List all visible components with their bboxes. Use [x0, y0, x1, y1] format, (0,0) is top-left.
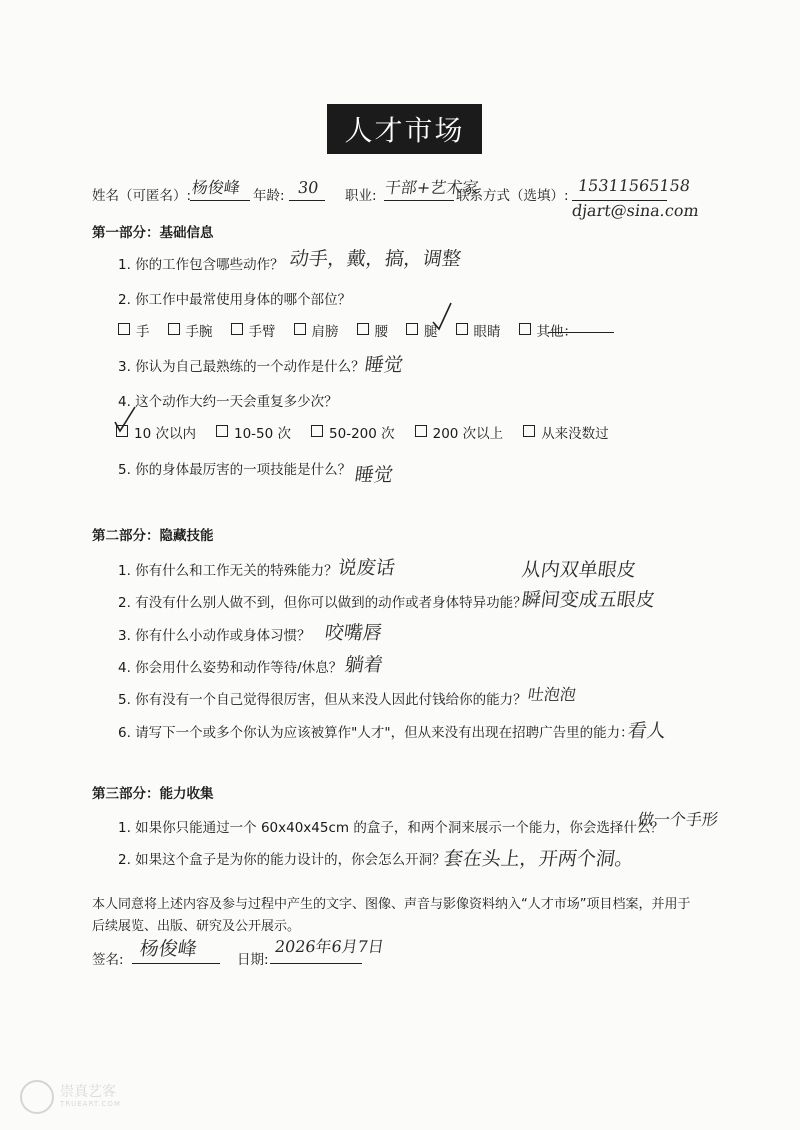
job-value: 干部+艺术家	[383, 178, 480, 197]
option-50-200[interactable]: 50-200 次	[311, 422, 395, 442]
watermark-sub: TRUEART.COM	[60, 1099, 121, 1108]
part2-question-4: 4. 你会用什么姿势和动作等待/休息？	[118, 660, 343, 676]
checkbox-icon	[231, 323, 243, 335]
option-10-50[interactable]: 10-50 次	[216, 422, 291, 442]
signature-value: 杨俊峰	[138, 938, 199, 960]
age-label: 年龄:	[253, 188, 285, 204]
option-waist[interactable]: 腰	[357, 320, 389, 340]
consent-line-1: 本人同意将上述内容及参与过程中产生的文字、图像、声音与影像资料纳入“人才市场”项目档案，并用于	[92, 897, 691, 912]
part1-answer-3: 睡觉	[363, 354, 405, 376]
part2-answer-6: 看人	[626, 720, 668, 742]
part2-question-1: 1. 你有什么和工作无关的特殊能力？	[118, 563, 338, 579]
option-over-200[interactable]: 200 次以上	[415, 422, 504, 442]
checkbox-icon	[357, 323, 369, 335]
contact-email: djart@sina.com	[570, 201, 701, 220]
checkbox-icon	[456, 323, 468, 335]
watermark-name: 崇真艺客	[60, 1084, 116, 1101]
checkmark-icon	[112, 404, 138, 434]
option-arm[interactable]: 手臂	[231, 320, 276, 340]
form-title: 人才市场	[327, 104, 482, 154]
part1-answer-1: 动手，戴，搞，调整	[288, 248, 463, 270]
part2-question-3: 3. 你有什么小动作或身体习惯？	[118, 628, 311, 644]
part1-question-4: 4. 这个动作大约一天会重复多少次？	[118, 394, 338, 410]
option-other[interactable]: 其他：	[519, 320, 578, 340]
part3-question-2: 2. 如果这个盒子是为你的能力设计的，你会怎么开洞？	[118, 852, 446, 868]
checkbox-icon	[311, 425, 323, 437]
checkbox-icon	[216, 425, 228, 437]
part3-heading: 第三部分：能力收集	[92, 786, 214, 802]
part2-answer-2-line1: 从内双单眼皮	[520, 559, 638, 581]
name-label: 姓名（可匿名）:	[92, 188, 192, 204]
age-underline	[289, 200, 325, 201]
other-underline	[548, 332, 614, 333]
part1-answer-5: 睡觉	[353, 464, 395, 486]
part1-q4-options	[116, 422, 627, 442]
checkmark-icon	[430, 300, 454, 332]
part2-question-5: 5. 你有没有一个自己觉得很厉害，但从来没人因此付钱给你的能力？	[118, 692, 527, 708]
consent-line-2: 后续展览、出版、研究及公开展示。	[92, 919, 301, 934]
contact-label: 联系方式（选填）:	[456, 188, 569, 204]
option-hand[interactable]: 手	[118, 320, 150, 340]
part2-answer-3: 咬嘴唇	[323, 622, 384, 644]
part2-heading: 第二部分：隐藏技能	[92, 528, 214, 544]
job-label: 职业:	[345, 188, 377, 204]
age-value: 30	[296, 178, 320, 197]
name-value: 杨俊峰	[190, 178, 242, 197]
part3-question-1: 1. 如果你只能通过一个 60x40x45cm 的盒子，和两个洞来展示一个能力，你会选择什么？	[118, 820, 664, 836]
watermark-logo-icon	[20, 1080, 54, 1114]
part1-question-1: 1. 你的工作包含哪些动作？	[118, 257, 284, 273]
date-label: 日期:	[237, 952, 269, 968]
part2-question-6: 6. 请写下一个或多个你认为应该被算作"人才"，但从来没有出现在招聘广告里的能力：	[118, 725, 634, 741]
part1-question-5: 5. 你的身体最厉害的一项技能是什么？	[118, 462, 352, 478]
checkbox-icon	[523, 425, 535, 437]
part2-answer-2-line2: 瞬间变成五眼皮	[520, 589, 657, 611]
part3-answer-2: 套在头上，开两个洞。	[442, 848, 636, 870]
checkbox-icon	[415, 425, 427, 437]
date-underline	[270, 963, 362, 964]
signature-underline	[132, 963, 220, 964]
date-value: 2026年6月7日	[273, 937, 386, 956]
checkbox-icon	[168, 323, 180, 335]
checkbox-icon	[118, 323, 130, 335]
option-wrist[interactable]: 手腕	[168, 320, 213, 340]
checkbox-icon	[519, 323, 531, 335]
part1-heading: 第一部分：基础信息	[92, 225, 214, 241]
contact-phone: 15311565158	[576, 176, 692, 195]
watermark	[20, 1080, 121, 1114]
part2-answer-5: 吐泡泡	[526, 685, 578, 704]
option-never-counted[interactable]: 从来没数过	[523, 422, 609, 442]
name-underline	[190, 200, 250, 201]
part2-answer-1: 说废话	[336, 557, 397, 579]
option-under-10[interactable]: 10 次以内	[116, 422, 196, 442]
option-eyes[interactable]: 眼睛	[456, 320, 501, 340]
option-leg[interactable]: 腿	[406, 320, 438, 340]
job-underline	[384, 200, 454, 201]
option-shoulder[interactable]: 肩膀	[294, 320, 339, 340]
part1-question-2: 2. 你工作中最常使用身体的哪个部位？	[118, 292, 352, 308]
part3-answer-1: 做一个手形	[636, 810, 720, 829]
part2-question-2: 2. 有没有什么别人做不到，但你可以做到的动作或者身体特异功能？	[118, 595, 527, 611]
signature-label: 签名:	[92, 952, 124, 968]
checkbox-icon	[294, 323, 306, 335]
part2-answer-4: 躺着	[343, 654, 385, 676]
part1-question-3: 3. 你认为自己最熟练的一个动作是什么？	[118, 359, 365, 375]
checkbox-icon	[406, 323, 418, 335]
part1-q2-options	[118, 320, 595, 340]
